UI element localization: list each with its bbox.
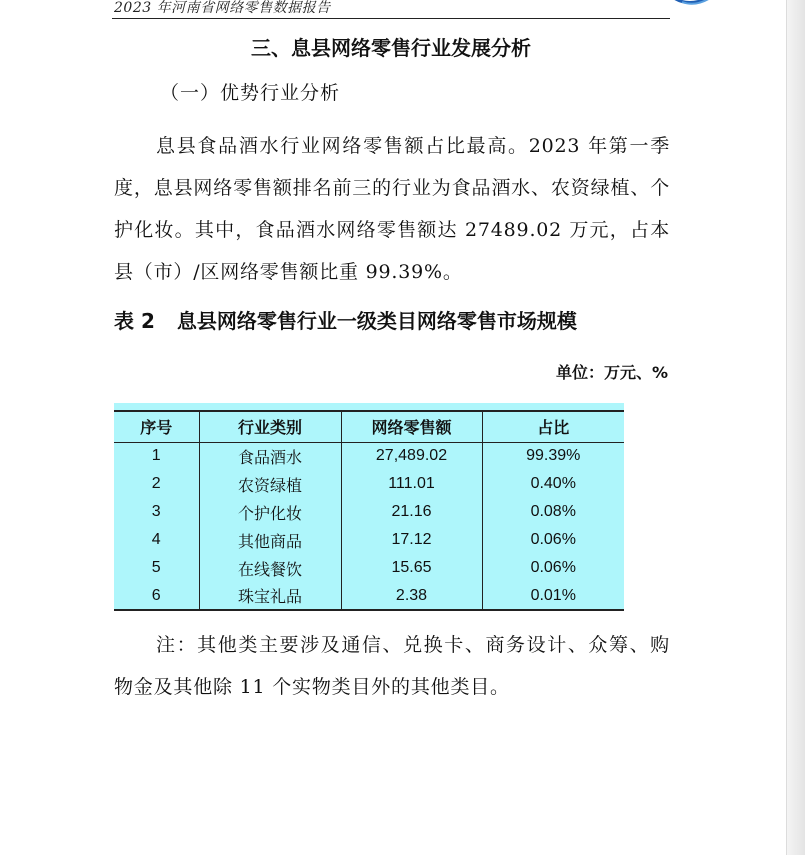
header-index: 序号 — [140, 420, 173, 438]
cell-sales: 111.01 — [341, 470, 482, 498]
header-share: 占比 — [482, 411, 624, 442]
table-caption-text: 息县网络零售行业一级类目网络零售市场规模 — [176, 309, 577, 333]
subsection-title: （一）优势行业分析 — [160, 82, 341, 104]
cell-category: 个护化妆 — [199, 498, 341, 526]
data-table — [114, 410, 624, 611]
table-note: 注：其他类主要涉及通信、兑换卡、商务设计、众筹、购物金及其他除 11 个实物类目外的其他类目。 — [114, 634, 670, 698]
table-row — [114, 498, 624, 526]
body-paragraph: 息县食品酒水行业网络零售额占比最高。2023 年第一季度，息县网络零售额排名前三的行业为食品酒水、农资绿植、个护化妆。其中，食品酒水网络零售额达 27489.02 万元，占本县（市）/区网络零售额比重 99.39%。 — [114, 135, 670, 283]
table-row — [114, 554, 624, 582]
cell-index: 2 — [151, 475, 161, 492]
cell-sales: 21.16 — [341, 498, 482, 526]
header-category: 行业类别 — [199, 411, 341, 442]
table-caption-number: 表 2 — [114, 309, 155, 333]
table-caption — [114, 305, 577, 334]
cell-index: 5 — [151, 559, 161, 576]
table-row — [114, 526, 624, 554]
cell-category: 农资绿植 — [199, 470, 341, 498]
cell-index: 1 — [151, 447, 161, 465]
table-background — [114, 403, 624, 611]
report-logo-icon — [672, 0, 722, 8]
cell-share: 0.08% — [482, 498, 624, 526]
cell-category: 食品酒水 — [199, 442, 341, 470]
cell-sales: 15.65 — [341, 554, 482, 582]
table-row — [114, 442, 624, 470]
cell-share: 99.39% — [482, 442, 624, 470]
section-title: 三、息县网络零售行业发展分析 — [251, 36, 531, 60]
cell-category: 其他商品 — [199, 526, 341, 554]
running-header-title: 2023 年河南省网络零售数据报告 — [114, 0, 331, 16]
cell-index: 4 — [151, 531, 161, 548]
cell-index: 3 — [151, 503, 161, 520]
page-edge — [786, 0, 805, 855]
cell-share: 0.06% — [482, 554, 624, 582]
table-row — [114, 582, 624, 610]
table-row — [114, 470, 624, 498]
header-sales: 网络零售额 — [341, 411, 482, 442]
cell-sales: 17.12 — [341, 526, 482, 554]
cell-index: 6 — [151, 586, 161, 604]
table-unit: 单位：万元、% — [555, 363, 668, 382]
cell-share: 0.40% — [482, 470, 624, 498]
table-header-row — [114, 411, 624, 442]
cell-category: 在线餐饮 — [199, 554, 341, 582]
cell-share: 0.06% — [482, 526, 624, 554]
cell-category: 珠宝礼品 — [199, 582, 341, 610]
running-header — [112, 0, 670, 19]
cell-share: 0.01% — [482, 582, 624, 610]
cell-sales: 2.38 — [341, 582, 482, 610]
cell-sales: 27,489.02 — [341, 442, 482, 470]
